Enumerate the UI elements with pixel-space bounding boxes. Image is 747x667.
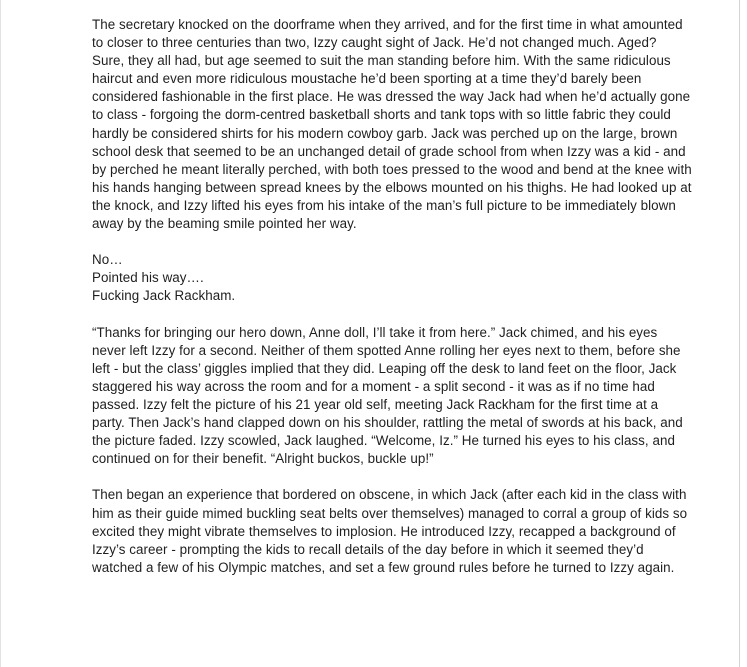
paragraph-2: “Thanks for bringing our hero down, Anne doll, I’ll take it from here.” Jack chimed, and his eyes never left Izzy for a second. Neither of them spotted Anne rolling her eyes next to them, before she left - but the class’ giggles implied that they did. Leaping off the desk to land feet on the floor, Jack staggered his way across the room and for a moment - a split second - it was as if no time had passed. Izzy felt the picture of his 21 year old self, meeting Jack Rackham for the first time at a party. Then Jack’s hand clapped down on his shoulder, rattling the metal of swords at his back, and the picture faded. Izzy scowled, Jack laughed. “Welcome, Iz.” He turned his eyes to his class, and continued on for their benefit. “Alright buckos, buckle up!” — [92, 324, 683, 467]
stanza-line: Fucking Jack Rackham. — [92, 288, 236, 304]
paragraph-3: Then began an experience that bordered on obscene, in which Jack (after each kid in the class with him as their guide mimed buckling seat belts over themselves) managed to corral a group of kids so excited they might vibrate themselves to implosion. He introduced Izzy, recapped a background of Izzy’s career - prompting the kids to recall details of the day before in which it seemed they’d watched a few of his Olympic matches, and set a few ground rules before he turned to Izzy again. — [92, 487, 688, 575]
stanza — [92, 251, 692, 305]
stanza-line: No… — [92, 252, 123, 268]
stanza-line: Pointed his way…. — [92, 270, 204, 286]
paragraph-1: The secretary knocked on the doorframe when they arrived, and for the first time in what amounted to closer to three centuries than two, Izzy caught sight of Jack. He’d not changed much. Aged? Sure, they all had, but age seemed to suit the man standing before him. With the same ridiculous haircut and even more ridiculous moustache he’d been sporting at a time they’d barely been considered fashionable in the first place. He was dressed the way Jack had when he’d actually gone to class - forgoing the dorm-centred basketball shorts and tank tops with so little fabric they could hardly be considered shirts for his modern cowboy garb. Jack was perched up on the large, brown school desk that seemed to be an unchanged detail of grade school from when Izzy was a kid - and by perched he meant literally perched, with both toes pressed to the wood and bend at the knee with his hands hanging between spread knees by the elbows mounted on his thighs. He had looked up at the knock, and Izzy lifted his eyes from his intake of the man’s full picture to be immediately blown away by the beaming smile pointed her way. — [92, 17, 692, 232]
document-body — [92, 16, 692, 595]
